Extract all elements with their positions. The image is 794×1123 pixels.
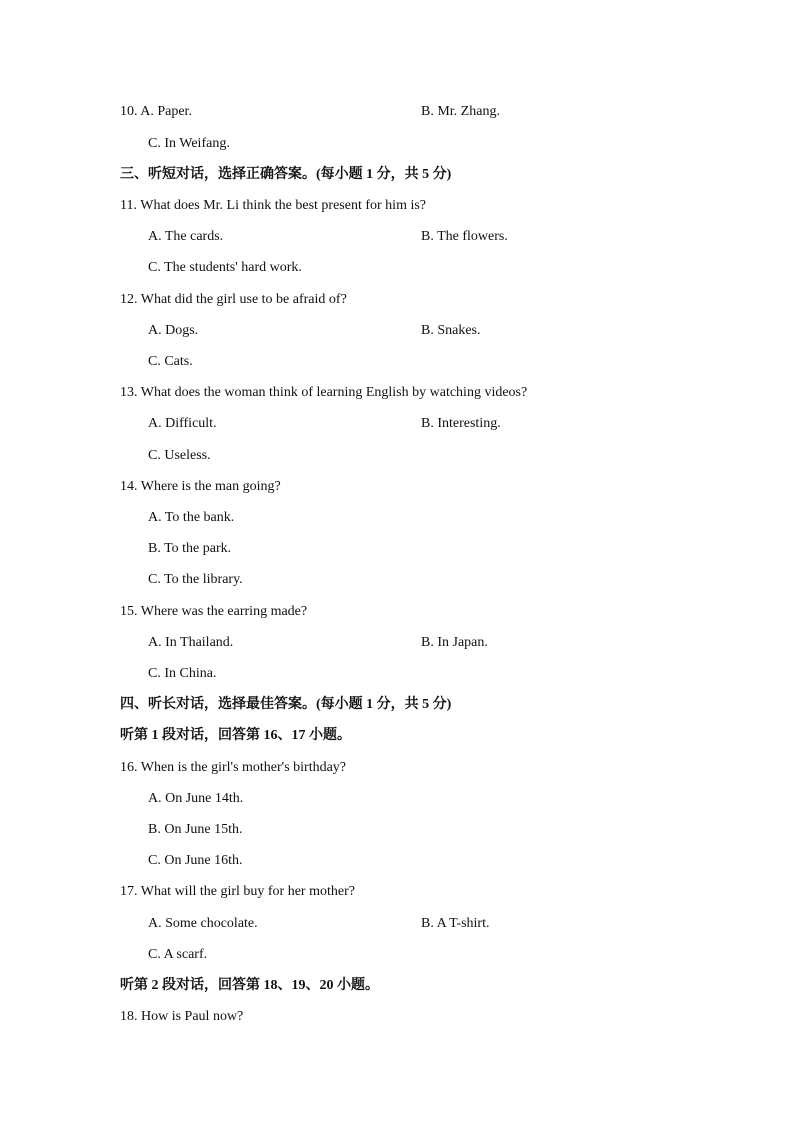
q16-option-c: C. On June 16th. [148,853,243,868]
q11-option-a: A. The cards. [148,229,224,244]
q13-option-b: B. Interesting. [421,416,501,431]
q10-option-a: 10. A. Paper. [120,104,192,119]
q11-question: 11. What does Mr. Li think the best present for him is? [120,198,427,213]
q10-option-b: B. Mr. Zhang. [421,104,500,119]
q11-option-c: C. The students' hard work. [148,260,302,275]
q17-question: 17. What will the girl buy for her mother? [120,884,355,899]
q16-option-b: B. On June 15th. [148,822,243,837]
q10-option-c: C. In Weifang. [148,136,230,151]
q14-option-a: A. To the bank. [148,510,235,525]
q13-question: 13. What does the woman think of learning English by watching videos? [120,385,528,400]
q11-option-b: B. The flowers. [421,229,508,244]
q18-question: 18. How is Paul now? [120,1009,244,1024]
q13-option-a: A. Difficult. [148,416,217,431]
q16-question: 16. When is the girl's mother's birthday? [120,760,347,775]
q17-option-c: C. A scarf. [148,947,208,962]
q14-question: 14. Where is the man going? [120,479,281,494]
q15-option-b: B. In Japan. [421,635,488,650]
q12-option-b: B. Snakes. [421,323,481,338]
q15-option-c: C. In China. [148,666,217,681]
q12-question: 12. What did the girl use to be afraid of? [120,292,347,307]
section-4-heading: 四、听长对话，选择最佳答案。(每小题 1 分，共 5 分) [120,697,452,712]
q13-option-c: C. Useless. [148,448,211,463]
section-3-heading: 三、听短对话，选择正确答案。(每小题 1 分，共 5 分) [120,167,452,182]
q14-option-b: B. To the park. [148,541,232,556]
q12-option-a: A. Dogs. [148,323,199,338]
section-4-sub-2: 听第 2 段对话，回答第 18、19、20 小题。 [120,978,379,993]
q17-option-b: B. A T-shirt. [421,916,490,931]
q14-option-c: C. To the library. [148,572,243,587]
q16-option-a: A. On June 14th. [148,791,244,806]
section-4-sub-1: 听第 1 段对话，回答第 16、17 小题。 [120,728,351,743]
q12-option-c: C. Cats. [148,354,193,369]
q15-option-a: A. In Thailand. [148,635,234,650]
q15-question: 15. Where was the earring made? [120,604,308,619]
q17-option-a: A. Some chocolate. [148,916,258,931]
